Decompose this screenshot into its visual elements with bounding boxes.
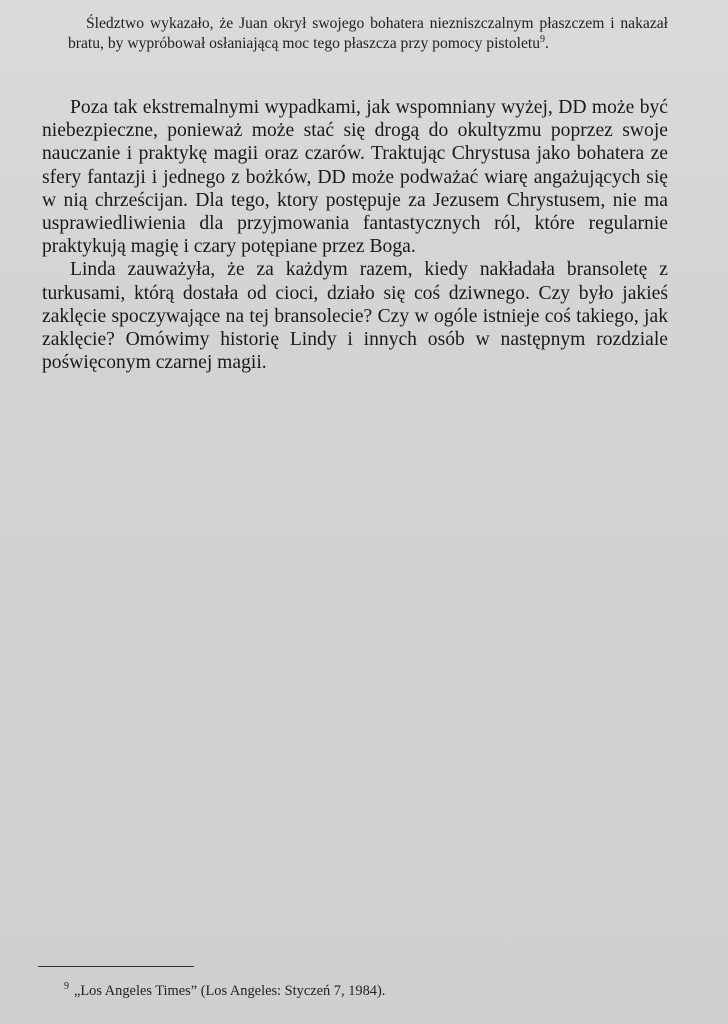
body-text: [42, 96, 668, 374]
quoted-passage: [68, 14, 668, 53]
footnote-text: „Los Angeles Times” (Los Angeles: Styczeń 7, 1984).: [74, 983, 386, 999]
paragraph-2: Linda zauważyła, że za każdym razem, kiedy nakładała bransoletę z turkusami, którą dostała od cioci, działo się coś dziwnego. Czy było jakieś zaklęcie spoczywające na tej bransolecie? Czy w ogóle istnieje coś takiego, jak zaklęcie? Omówimy historię Lindy i innych osób w następnym rozdziale poświęconym czarnej magii.: [42, 259, 668, 374]
footnote-number: 9: [64, 981, 69, 993]
footnote-separator: [38, 966, 194, 967]
quote-text: Śledztwo wykazało, że Juan okrył swojego bohatera niezniszczalnym płaszczem i nakazał bratu, by wypróbował osłaniającą moc tego płaszcza przy pomocy pistoletu: [68, 15, 668, 52]
quote-end: .: [545, 34, 549, 52]
paragraph-1: Poza tak ekstremalnymi wypadkami, jak wspomniany wyżej, DD może być niebezpieczne, ponieważ może stać się drogą do okultyzmu poprzez swoje nauczanie i praktykę magii oraz czarów. Traktując Chrystusa jako bohatera ze sfery fantazji i jednego z bożków, DD może podważać wiarę angażujących się w nią chrześcijan. Dla tego, ktory postępuje za Jezusem Chrystusem, nie ma usprawiedliwienia dla przyjmowania fantastycznych ról, które regularnie praktykują magię i czary potępiane przez Boga.: [42, 97, 668, 258]
footnote-reference: 9: [540, 33, 545, 45]
footnote: [64, 982, 385, 1000]
